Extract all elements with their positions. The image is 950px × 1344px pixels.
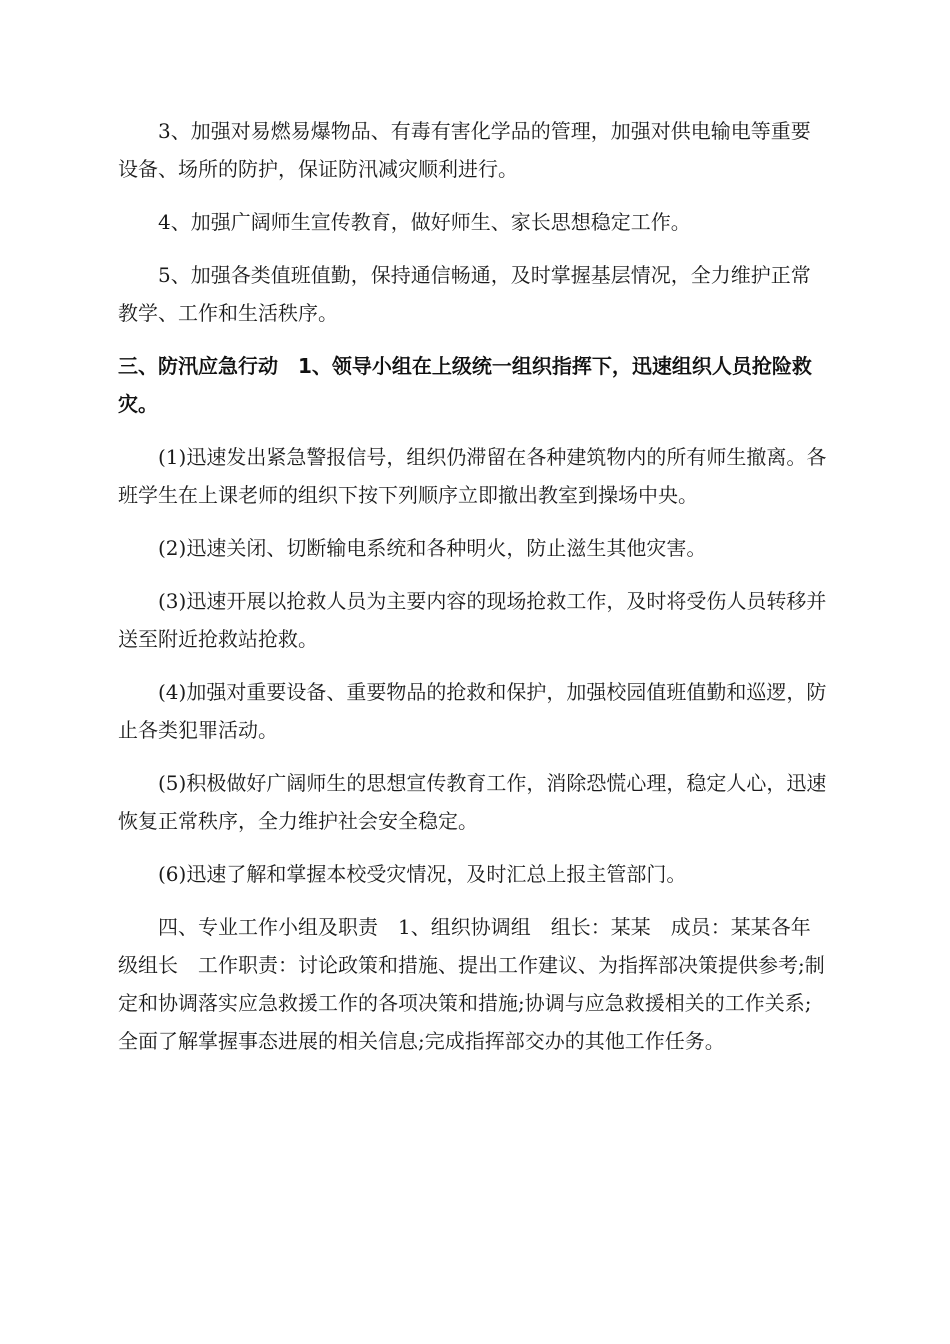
paragraph-subitem-2: (2)迅速关闭、切断输电系统和各种明火，防止滋生其他灾害。: [158, 536, 707, 560]
paragraph-subitem-1: (1)迅速发出紧急警报信号，组织仍滞留在各种建筑物内的所有师生撤离。各班学生在上课老师的组织下按下列顺序立即撤出教室到操场中央。: [118, 445, 827, 507]
paragraph-item-3: 3、加强对易燃易爆物品、有毒有害化学品的管理，加强对供电输电等重要设备、场所的防护，保证防汛减灾顺利进行。: [118, 119, 811, 181]
paragraph-subitem-4: (4)加强对重要设备、重要物品的抢救和保护，加强校园值班值勤和巡逻，防止各类犯罪活动。: [118, 680, 827, 742]
document-body: [118, 112, 830, 1075]
paragraph-item-5: 5、加强各类值班值勤，保持通信畅通，及时掌握基层情况，全力维护正常教学、工作和生活秩序。: [118, 263, 811, 325]
paragraph-subitem-5: (5)积极做好广阔师生的思想宣传教育工作，消除恐慌心理，稳定人心，迅速恢复正常秩序，全力维护社会安全稳定。: [118, 771, 827, 833]
section-working-groups: 四、专业工作小组及职责 1、组织协调组 组长：某某 成员：某某各年级组长 工作职责：讨论政策和措施、提出工作建议、为指挥部决策提供参考;制定和协调落实应急救援工作的各项决策和措施;协调与应急救援相关的工作关系;全面了解掌握事态进展的相关信息;完成指挥部交办的其他工作任务。: [118, 915, 825, 1053]
paragraph-subitem-6: (6)迅速了解和掌握本校受灾情况，及时汇总上报主管部门。: [158, 862, 687, 886]
section-heading-emergency-action: 三、防汛应急行动 1、领导小组在上级统一组织指挥下，迅速组织人员抢险救灾。: [118, 354, 812, 416]
paragraph-item-4: 4、加强广阔师生宣传教育，做好师生、家长思想稳定工作。: [158, 210, 691, 234]
paragraph-subitem-3: (3)迅速开展以抢救人员为主要内容的现场抢救工作，及时将受伤人员转移并送至附近抢救站抢救。: [118, 589, 827, 651]
